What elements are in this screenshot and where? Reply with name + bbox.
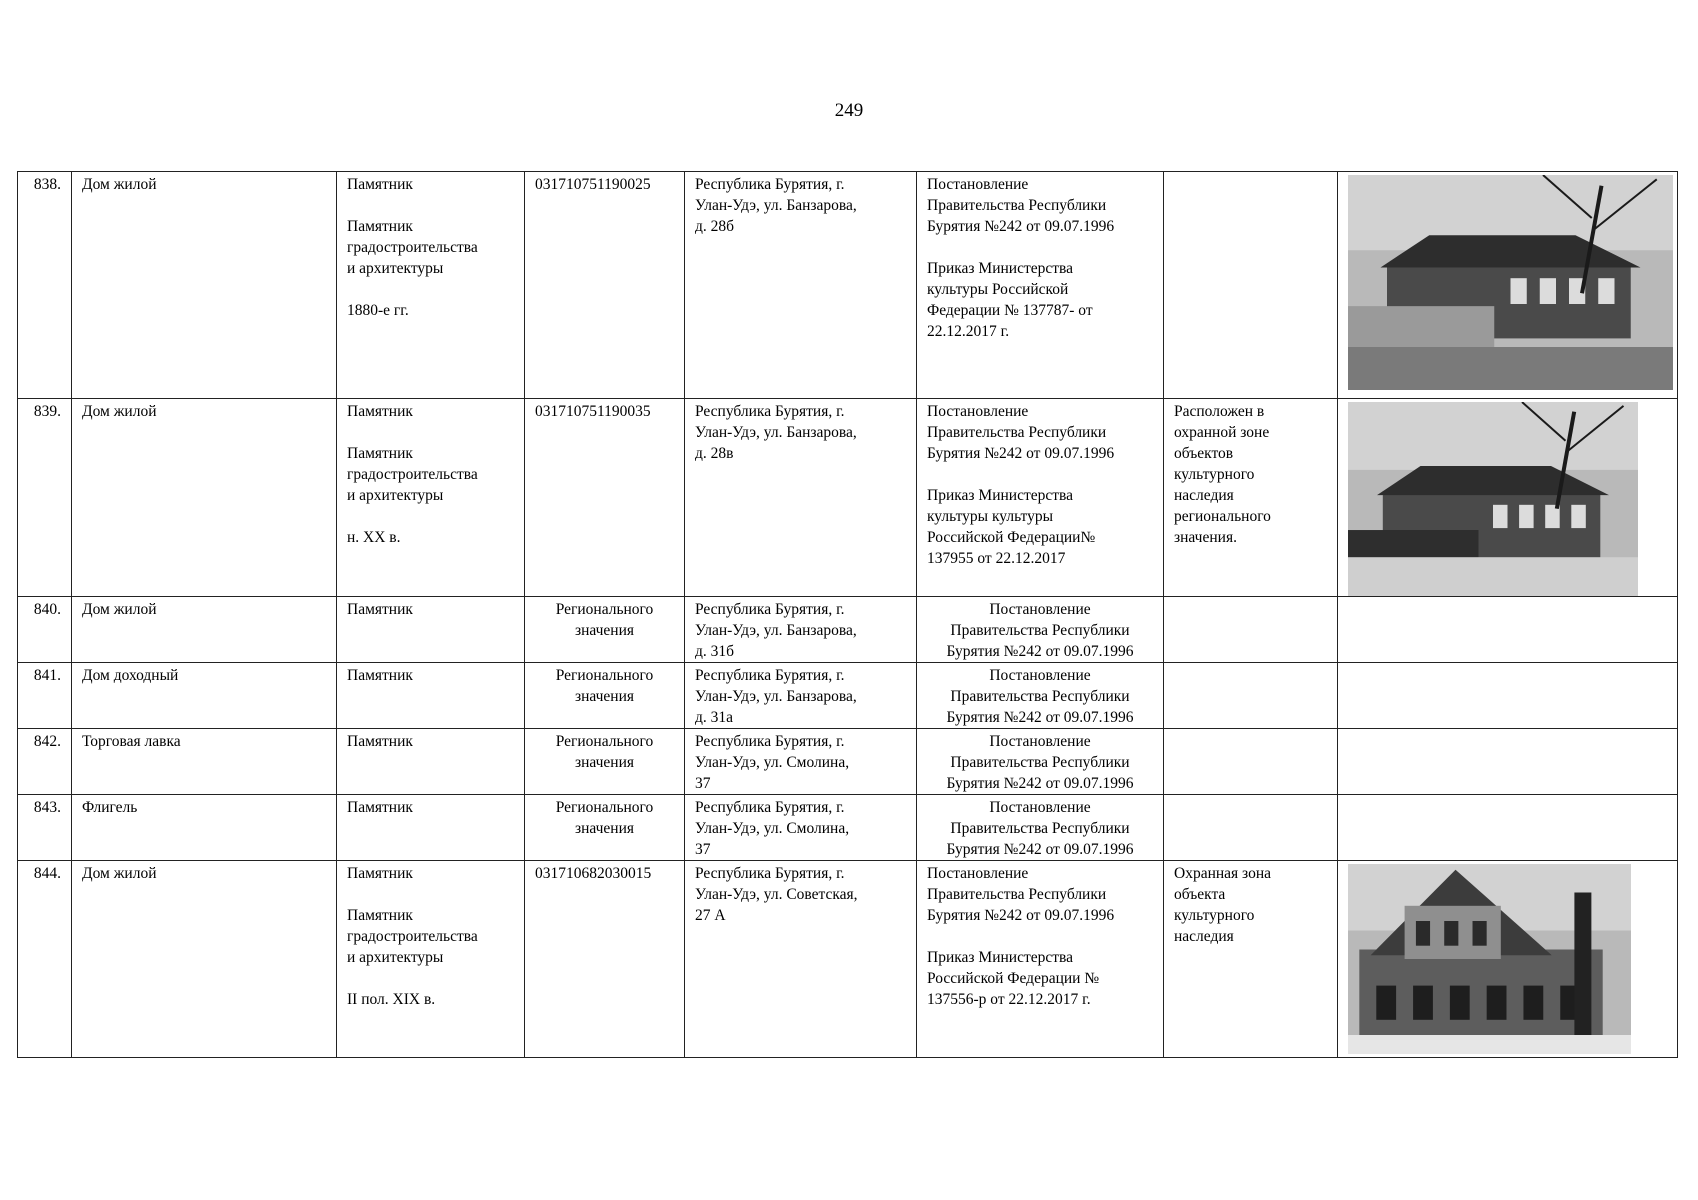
registration-number: 031710751190035 [525, 399, 685, 597]
object-address [685, 399, 917, 597]
object-address-line: Улан-Удэ, ул. Смолина, [695, 820, 850, 837]
protection-note-line: охранной зоне [1174, 424, 1270, 441]
photo-cell [1338, 861, 1678, 1058]
object-category-line: Памятник [347, 907, 413, 924]
table-row [18, 861, 1678, 1058]
object-name: Торговая лавка [72, 729, 337, 795]
table-row [18, 597, 1678, 663]
legal-document-line: культуры Российской [927, 281, 1069, 298]
protection-note [1164, 399, 1338, 597]
object-address-line: Улан-Удэ, ул. Советская, [695, 886, 858, 903]
legal-document [917, 663, 1164, 729]
row-number: 838. [18, 172, 72, 399]
legal-document-line: Приказ Министерства [927, 949, 1074, 966]
protection-note-line: Расположен в [1174, 403, 1265, 420]
object-address-line: Улан-Удэ, ул. Банзарова, [695, 688, 857, 705]
object-category [337, 172, 525, 399]
legal-document-line: Правительства Республики [950, 820, 1130, 837]
object-address-line: д. 28в [695, 445, 734, 462]
object-address-line: 37 [695, 775, 711, 792]
object-category-line: Памятник [347, 403, 413, 420]
object-category-line: и архитектуры [347, 487, 444, 504]
object-category [337, 729, 525, 795]
object-name: Дом жилой [72, 861, 337, 1058]
object-category-line: Памятник [347, 218, 413, 235]
legal-document-line: Бурятия №242 от 09.07.1996 [946, 841, 1134, 858]
significance-level [525, 597, 685, 663]
object-category [337, 795, 525, 861]
legal-document [917, 729, 1164, 795]
object-category-line: II пол. XIX в. [347, 991, 436, 1008]
legal-document [917, 795, 1164, 861]
protection-note-line: регионального [1174, 508, 1271, 525]
legal-document-line: Постановление [989, 799, 1091, 816]
row-number: 839. [18, 399, 72, 597]
significance-level-line: Регионального [555, 733, 654, 750]
protection-note-line: культурного [1174, 907, 1255, 924]
object-name: Дом жилой [72, 399, 337, 597]
table-row [18, 729, 1678, 795]
object-category [337, 861, 525, 1058]
legal-document-line: Постановление [989, 601, 1091, 618]
object-category-line: Памятник [347, 667, 413, 684]
object-address-line: Республика Бурятия, г. [695, 799, 845, 816]
object-category [337, 663, 525, 729]
photo-cell [1338, 597, 1678, 663]
legal-document-line: Бурятия №242 от 09.07.1996 [927, 907, 1115, 924]
object-address [685, 597, 917, 663]
object-address-line: Улан-Удэ, ул. Банзарова, [695, 622, 857, 639]
object-address-line: Улан-Удэ, ул. Банзарова, [695, 424, 857, 441]
legal-document-line: Постановление [927, 176, 1029, 193]
legal-document-line: Приказ Министерства [927, 487, 1074, 504]
protection-note-line: наследия [1174, 928, 1234, 945]
registration-number: 031710751190025 [525, 172, 685, 399]
protection-note [1164, 172, 1338, 399]
significance-level-line: значения [574, 622, 635, 639]
object-category-line: градостроительства [347, 928, 478, 945]
significance-level [525, 663, 685, 729]
legal-document-line: Правительства Республики [950, 754, 1130, 771]
house-photo-image [1348, 402, 1638, 596]
object-category-line: Памятник [347, 733, 413, 750]
protection-note [1164, 861, 1338, 1058]
legal-document-line: Постановление [989, 733, 1091, 750]
photo-cell [1338, 663, 1678, 729]
object-category-line: градостроительства [347, 239, 478, 256]
legal-document-line: Правительства Республики [927, 197, 1107, 214]
object-category-line: Памятник [347, 176, 413, 193]
legal-document-line: Правительства Республики [927, 886, 1107, 903]
object-address-line: Республика Бурятия, г. [695, 403, 845, 420]
legal-document-line: Бурятия №242 от 09.07.1996 [946, 775, 1134, 792]
object-category [337, 399, 525, 597]
significance-level-line: Регионального [555, 601, 654, 618]
house-photo [1348, 175, 1673, 390]
legal-document-line: Российской Федерации № [927, 970, 1100, 987]
table-row [18, 795, 1678, 861]
significance-level [525, 795, 685, 861]
row-number: 844. [18, 861, 72, 1058]
object-address-line: д. 31а [695, 709, 734, 726]
legal-document-line: 137556-р от 22.12.2017 г. [927, 991, 1091, 1008]
house-photo-image [1348, 864, 1631, 1054]
protection-note [1164, 795, 1338, 861]
legal-document-line: Постановление [927, 865, 1029, 882]
legal-document-line: Бурятия №242 от 09.07.1996 [927, 218, 1115, 235]
photo-cell [1338, 399, 1678, 597]
photo-cell [1338, 172, 1678, 399]
legal-document [917, 172, 1164, 399]
legal-document-line: Бурятия №242 от 09.07.1996 [946, 643, 1134, 660]
house-photo [1348, 402, 1638, 596]
legal-document-line: Российской Федерации№ [927, 529, 1096, 546]
object-address-line: Улан-Удэ, ул. Смолина, [695, 754, 850, 771]
object-category-line: 1880-е гг. [347, 302, 409, 319]
object-name: Дом жилой [72, 172, 337, 399]
significance-level [525, 729, 685, 795]
object-category-line: Памятник [347, 601, 413, 618]
object-category-line: и архитектуры [347, 949, 444, 966]
legal-document-line: Правительства Республики [927, 424, 1107, 441]
legal-document-line: Бурятия №242 от 09.07.1996 [927, 445, 1115, 462]
object-category-line: Памятник [347, 445, 413, 462]
heritage-registry-table [17, 171, 1678, 1058]
row-number: 842. [18, 729, 72, 795]
protection-note-line: объекта [1174, 886, 1226, 903]
table-row [18, 172, 1678, 399]
legal-document-line: Постановление [989, 667, 1091, 684]
house-photo [1348, 864, 1631, 1054]
object-address-line: Республика Бурятия, г. [695, 176, 845, 193]
legal-document-line: культуры культуры [927, 508, 1054, 525]
photo-cell [1338, 795, 1678, 861]
object-name: Дом доходный [72, 663, 337, 729]
row-number: 840. [18, 597, 72, 663]
significance-level-line: Регионального [555, 799, 654, 816]
legal-document-line: Постановление [927, 403, 1029, 420]
object-address [685, 729, 917, 795]
table-row [18, 663, 1678, 729]
object-address [685, 861, 917, 1058]
object-address-line: 27 А [695, 907, 726, 924]
protection-note-line: наследия [1174, 487, 1234, 504]
protection-note [1164, 729, 1338, 795]
legal-document-line: Приказ Министерства [927, 260, 1074, 277]
object-address-line: Республика Бурятия, г. [695, 601, 845, 618]
house-photo-image [1348, 175, 1673, 390]
legal-document [917, 861, 1164, 1058]
legal-document-line: Бурятия №242 от 09.07.1996 [946, 709, 1134, 726]
significance-level-line: значения [574, 754, 635, 771]
protection-note [1164, 663, 1338, 729]
object-address-line: Республика Бурятия, г. [695, 667, 845, 684]
legal-document [917, 597, 1164, 663]
legal-document-line: 22.12.2017 г. [927, 323, 1010, 340]
object-category-line: и архитектуры [347, 260, 444, 277]
table-row [18, 399, 1678, 597]
protection-note [1164, 597, 1338, 663]
protection-note-line: значения. [1174, 529, 1237, 546]
object-address [685, 795, 917, 861]
object-name: Дом жилой [72, 597, 337, 663]
significance-level-line: значения [574, 688, 635, 705]
object-address-line: Республика Бурятия, г. [695, 733, 845, 750]
object-address-line: 37 [695, 841, 711, 858]
row-number: 843. [18, 795, 72, 861]
protection-note-line: объектов [1174, 445, 1234, 462]
object-address-line: д. 28б [695, 218, 735, 235]
object-category-line: н. XX в. [347, 529, 401, 546]
object-category-line: Памятник [347, 799, 413, 816]
object-category [337, 597, 525, 663]
page-number: 249 [834, 100, 864, 121]
legal-document-line: 137955 от 22.12.2017 [927, 550, 1066, 567]
legal-document-line: Правительства Республики [950, 688, 1130, 705]
significance-level-line: Регионального [555, 667, 654, 684]
object-address [685, 172, 917, 399]
photo-cell [1338, 729, 1678, 795]
legal-document-line: Правительства Республики [950, 622, 1130, 639]
significance-level-line: значения [574, 820, 635, 837]
object-address-line: Улан-Удэ, ул. Банзарова, [695, 197, 857, 214]
object-category-line: Памятник [347, 865, 413, 882]
legal-document [917, 399, 1164, 597]
row-number: 841. [18, 663, 72, 729]
protection-note-line: Охранная зона [1174, 865, 1272, 882]
object-address-line: Республика Бурятия, г. [695, 865, 845, 882]
object-name: Флигель [72, 795, 337, 861]
object-category-line: градостроительства [347, 466, 478, 483]
registration-number: 031710682030015 [525, 861, 685, 1058]
protection-note-line: культурного [1174, 466, 1255, 483]
legal-document-line: Федерации № 137787- от [927, 302, 1093, 319]
object-address [685, 663, 917, 729]
object-address-line: д. 31б [695, 643, 735, 660]
